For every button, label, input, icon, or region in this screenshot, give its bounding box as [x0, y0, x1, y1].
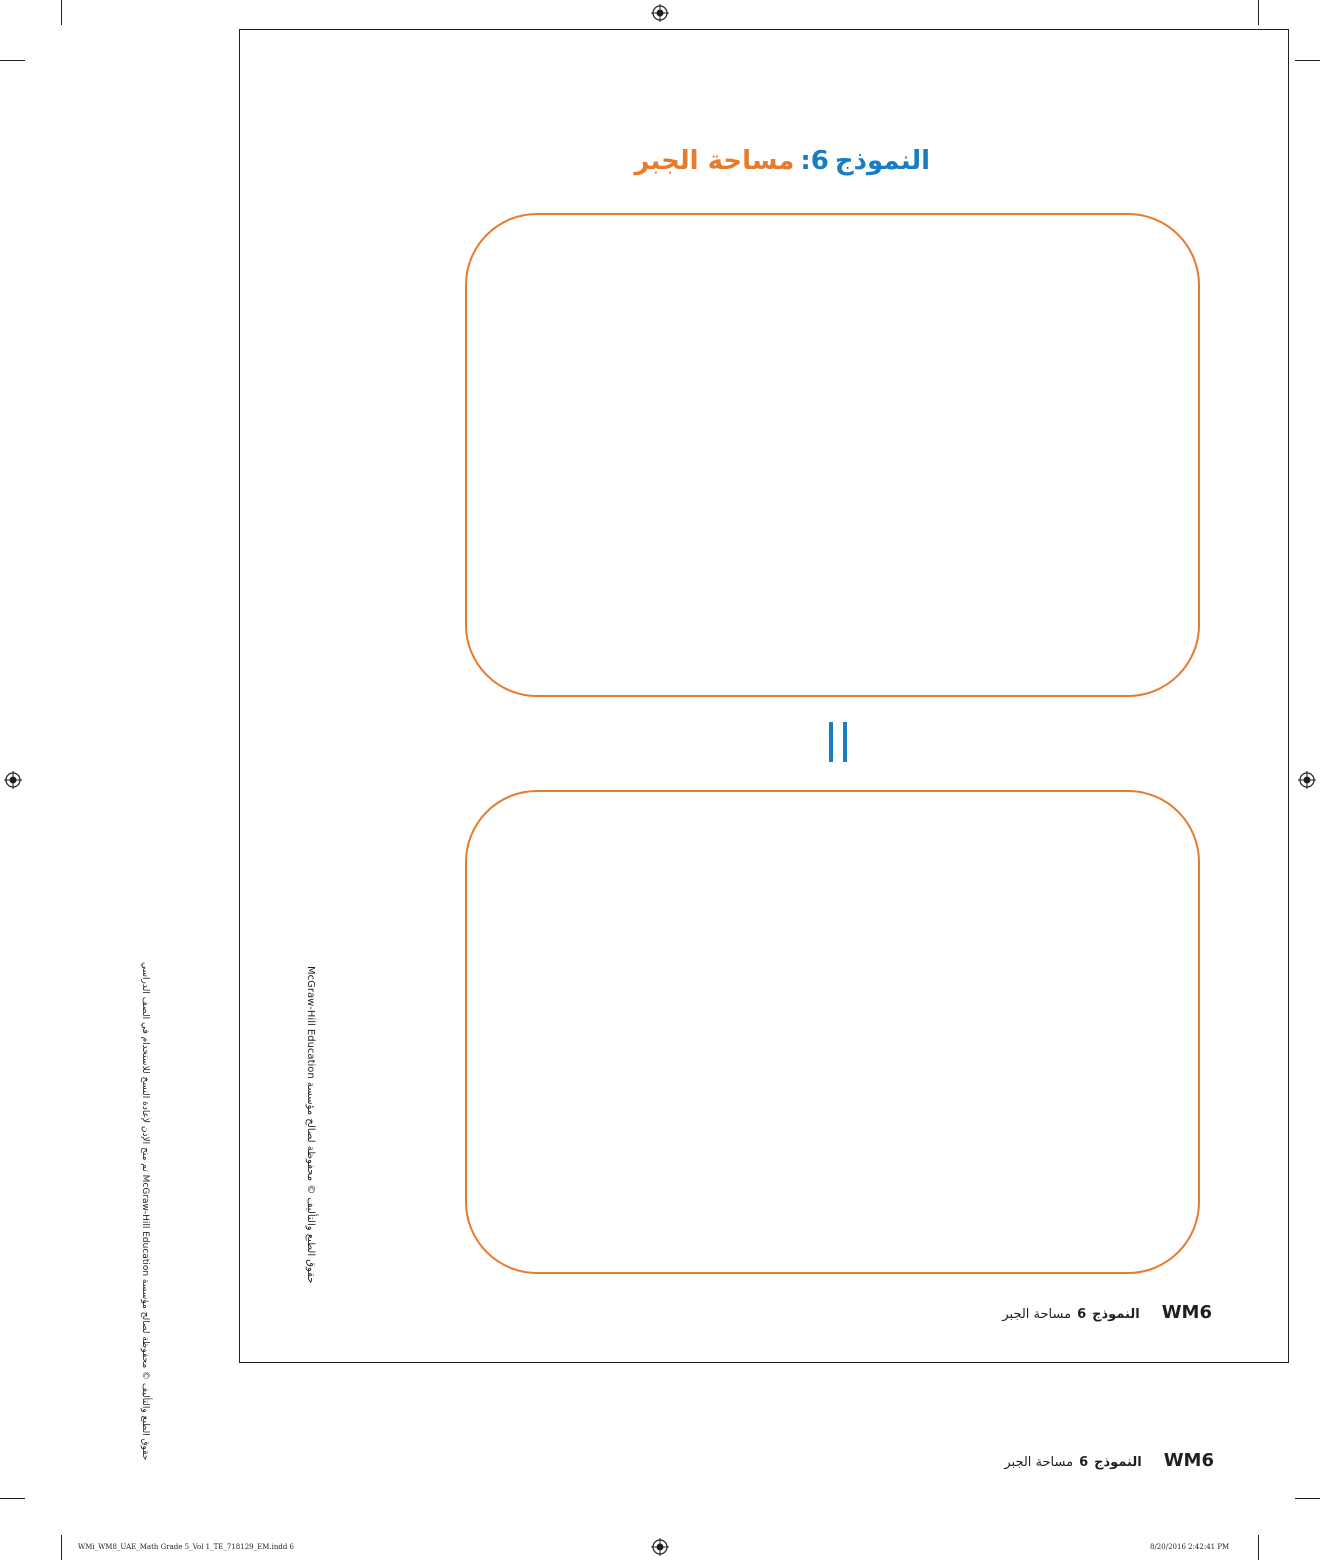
- footer-model: النموذج: [1094, 1455, 1142, 1470]
- crop-mark: [1258, 1535, 1259, 1560]
- registration-mark-icon: [651, 4, 669, 22]
- crop-mark: [61, 1535, 62, 1560]
- footer-topic: مساحة الجبر: [1002, 1307, 1072, 1322]
- equals-sign: [825, 722, 853, 764]
- copyright-inner: حقوق الطبع والتأليف © محفوظة لصالح مؤسسة McGraw-Hill Education: [305, 966, 316, 1284]
- registration-mark-icon: [4, 771, 22, 789]
- registration-mark-icon: [1298, 771, 1316, 789]
- footer-code: WM6: [1163, 1450, 1214, 1471]
- outer-footer: [1004, 1450, 1214, 1471]
- inner-footer: [1002, 1302, 1212, 1323]
- crop-mark: [1295, 1498, 1320, 1499]
- footer-number: 6: [1079, 1455, 1089, 1470]
- footer-model: النموذج: [1092, 1307, 1140, 1322]
- footer-number: 6: [1077, 1307, 1087, 1322]
- copyright-outer: حقوق الطبع والتأليف © محفوظة لصالح مؤسسة McGraw-Hill Education تم منح الإذن لإعادة النسخ للاستخدام في الصف الدراسي: [140, 962, 150, 1461]
- crop-mark: [0, 1498, 25, 1499]
- slug-timestamp: 8/20/2016 2:42:41 PM: [1150, 1543, 1230, 1551]
- work-box-bottom: [465, 790, 1200, 1274]
- registration-mark-icon: [651, 1538, 669, 1556]
- page-title: [600, 146, 930, 176]
- title-number: 6:: [800, 146, 829, 176]
- crop-mark: [61, 0, 62, 25]
- footer-code: WM6: [1161, 1302, 1212, 1323]
- title-topic: مساحة الجبر: [634, 146, 795, 176]
- slug-file: WMi_WM8_UAE_Math Grade 5_Vol 1_TE_718129_EM.indd 6: [78, 1543, 295, 1551]
- crop-mark: [1258, 0, 1259, 25]
- crop-mark: [0, 60, 25, 61]
- title-model: النموذج: [834, 146, 930, 176]
- work-box-top: [465, 213, 1200, 697]
- footer-topic: مساحة الجبر: [1004, 1455, 1074, 1470]
- crop-mark: [1295, 60, 1320, 61]
